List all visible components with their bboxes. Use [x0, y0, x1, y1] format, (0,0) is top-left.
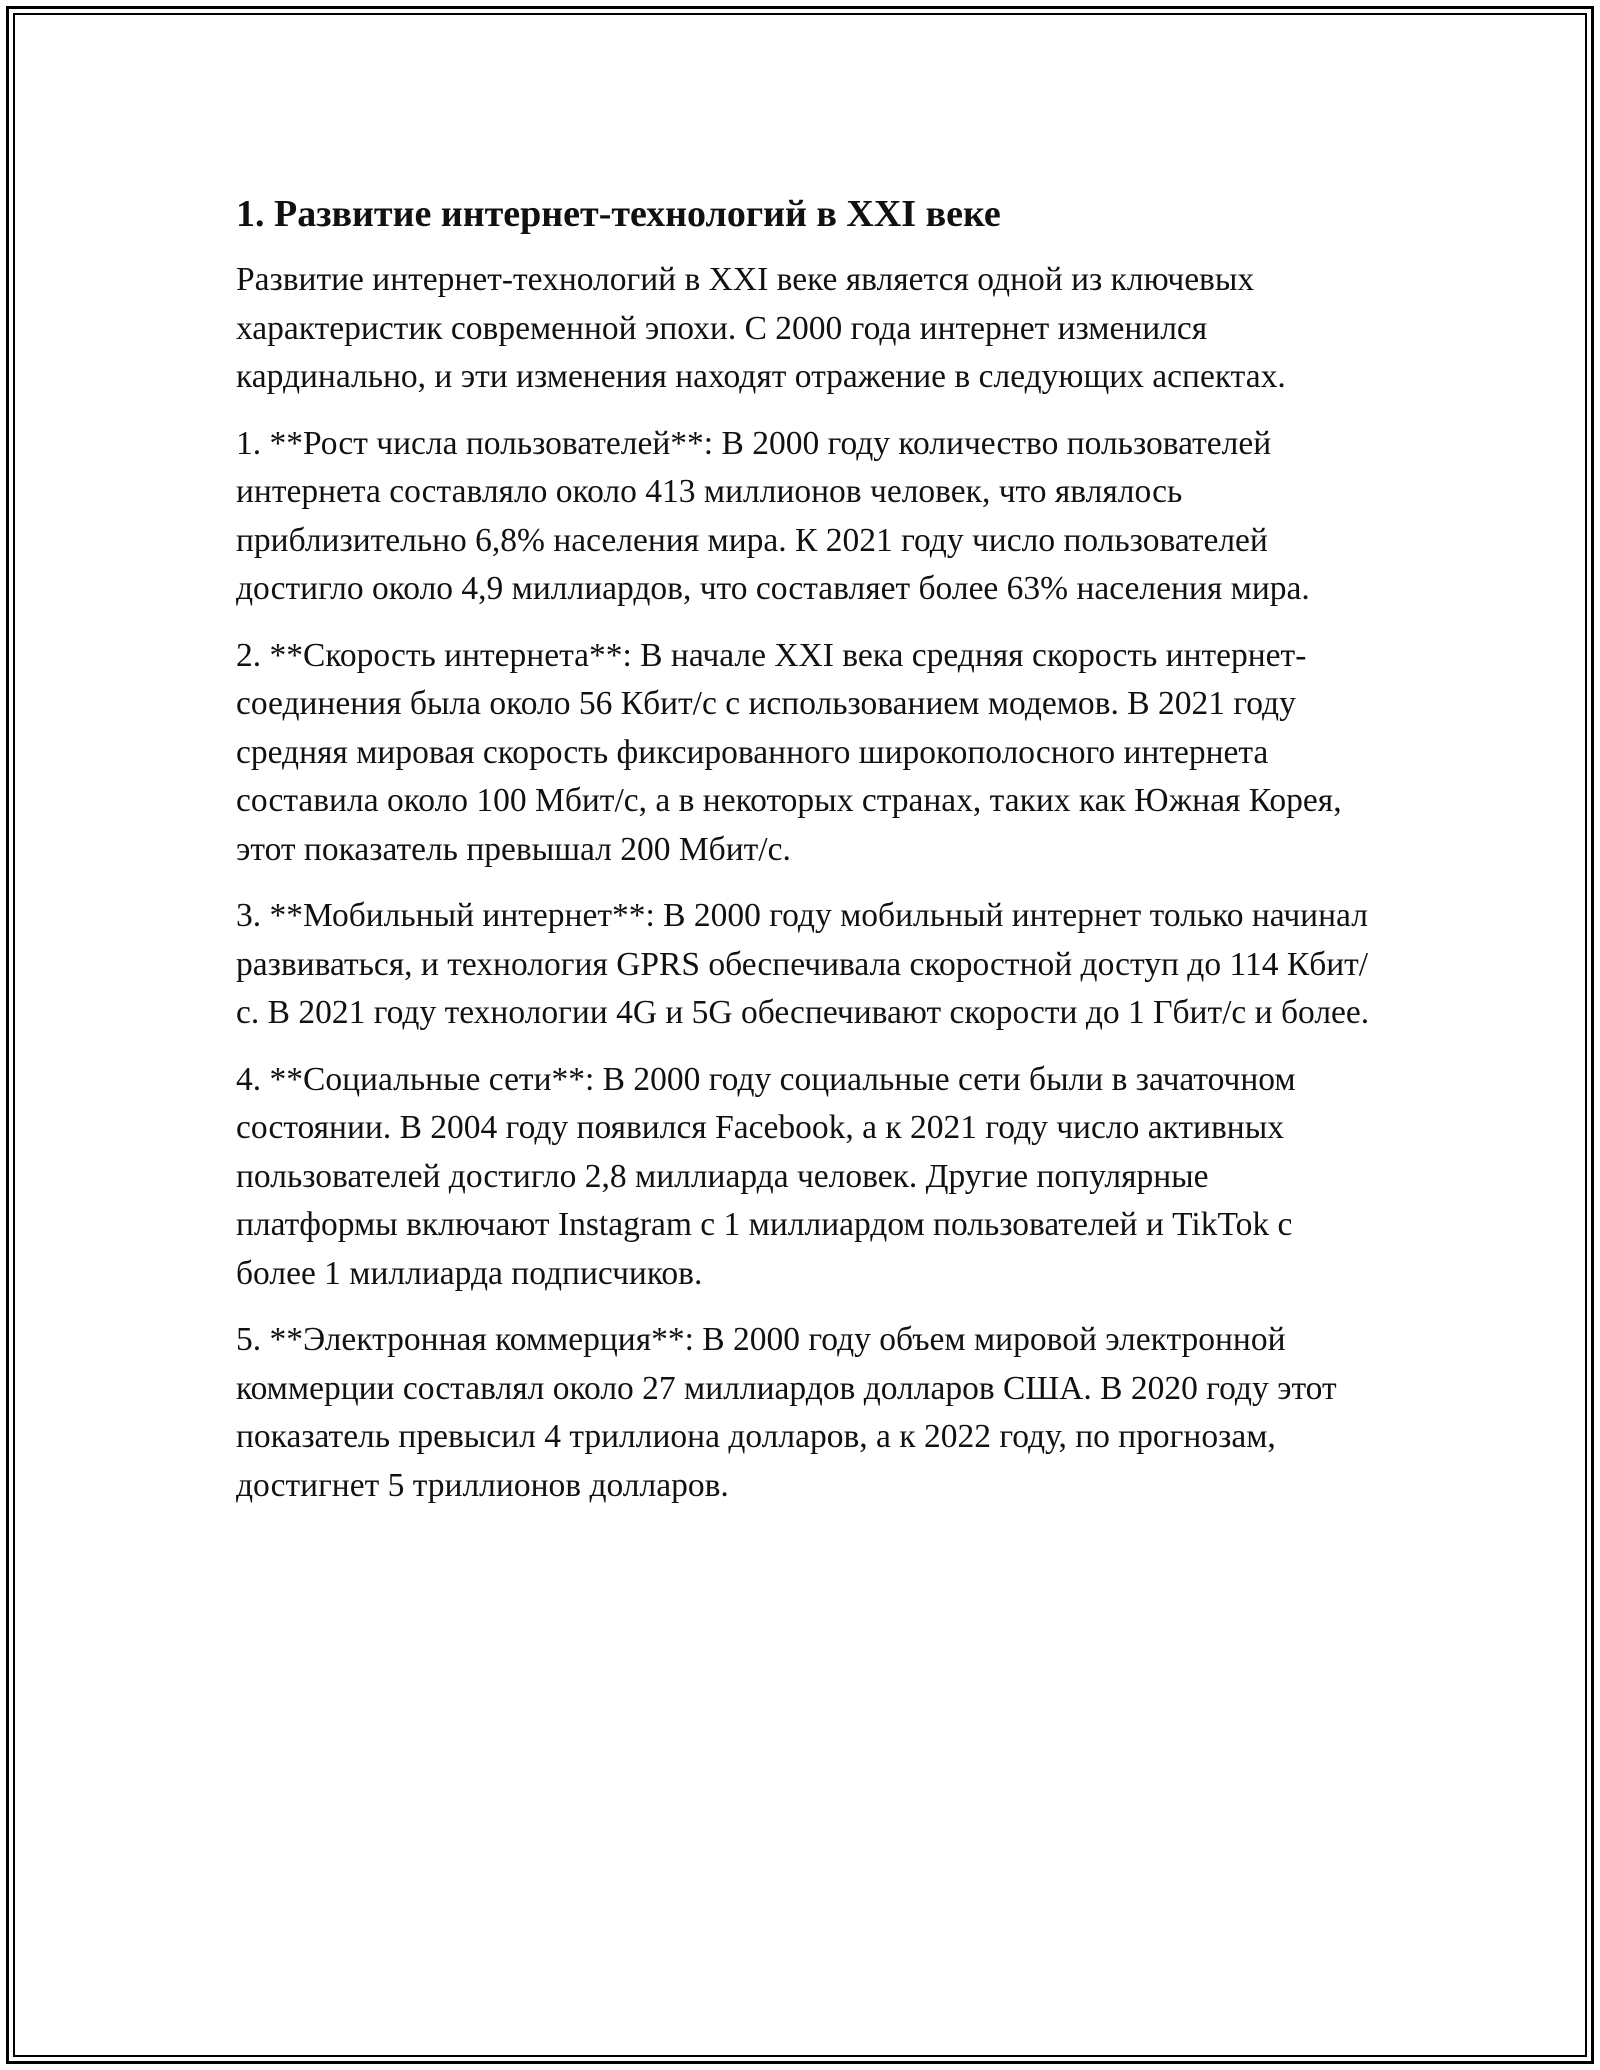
item-e-commerce: 5. **Электронная коммерция**: В 2000 году объем мировой электронной коммерции составлял около 27 миллиардов долларов США. В 2020 году этот показатель превысил 4 триллиона долларов, а к 2022 году, по прогнозам, достигнет 5 триллионов долларов.	[236, 1321, 1337, 1504]
item-internet-speed: 2. **Скорость интернета**: В начале XXI века средняя скорость интернет-соединения была около 56 Кбит/с с использованием модемов. В 2021 году средняя мировая скорость фиксированного широкополосного интернета составила около 100 Мбит/с, а в некоторых странах, таких как Южная Корея, этот показатель превышал 200 Мбит/с.	[236, 636, 1342, 868]
intro-paragraph: Развитие интернет-технологий в XXI веке является одной из ключевых характеристик современной эпохи. С 2000 года интернет изменился кардинально, и эти изменения находят отражение в следующих аспектах.	[236, 261, 1286, 395]
section-heading: 1. Развитие интернет-технологий в XXI веке	[236, 193, 1001, 235]
item-user-growth: 1. **Рост числа пользователей**: В 2000 году количество пользователей интернета составляло около 413 миллионов человек, что являлось приблизительно 6,8% населения мира. К 2021 году число пользователей достигло около 4,9 миллиардов, что составляет более 63% населения мира.	[236, 424, 1310, 607]
document-body	[236, 186, 1376, 1510]
item-social-networks: 4. **Социальные сети**: В 2000 году социальные сети были в зачаточном состоянии. В 2004 году появился Facebook, а к 2021 году число активных пользователей достигло 2,8 миллиарда человек. Другие популярные платформы включают Instagram с 1 миллиардом пользователей и TikTok с более 1 миллиарда подписчиков.	[236, 1060, 1296, 1292]
item-mobile-internet: 3. **Мобильный интернет**: В 2000 году мобильный интернет только начинал развиваться, и технология GPRS обеспечивала скоростной доступ до 114 Кбит/с. В 2021 году технологии 4G и 5G обеспечивают скорости до 1 Гбит/с и более.	[236, 897, 1370, 1031]
